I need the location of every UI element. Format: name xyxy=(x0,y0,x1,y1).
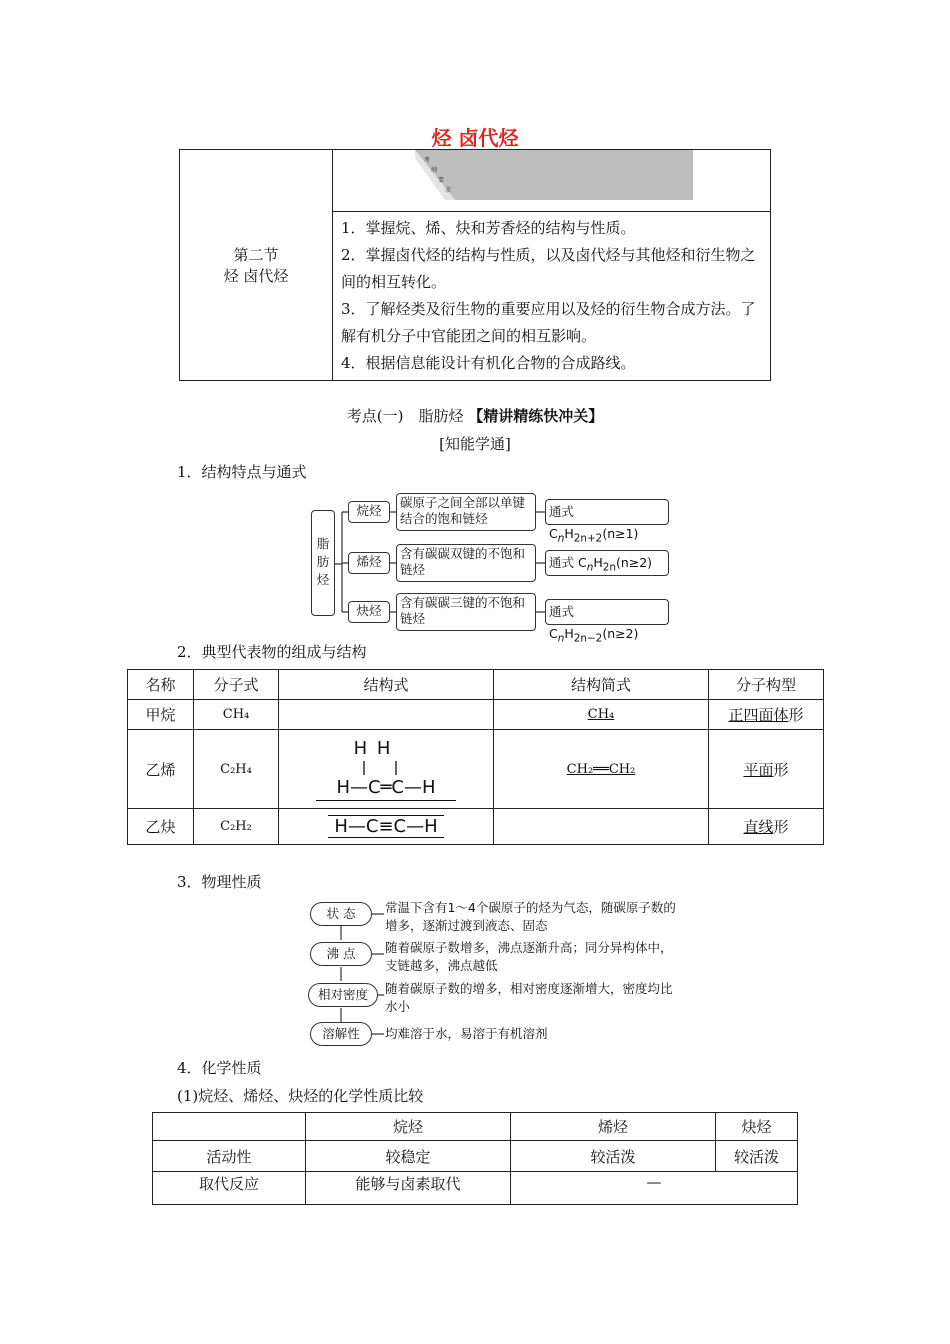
diagram-formula-alkene xyxy=(545,550,669,576)
row-name: 乙炔 xyxy=(128,809,194,845)
table-header: 烯烃 xyxy=(511,1113,716,1141)
table-row xyxy=(128,700,824,730)
acetylene-structure: H—C≡C—H xyxy=(328,815,443,838)
table-header xyxy=(153,1113,306,1141)
diagram-root-char: 烃 xyxy=(316,572,330,587)
row-formula: CH₄ xyxy=(194,700,279,730)
table-header: 分子构型 xyxy=(709,670,824,700)
kaodian-prefix: 考点(一) 脂肪烃 xyxy=(346,407,464,425)
section-name: 烃 卤代烃 xyxy=(223,267,289,285)
formula-prefix: 通式 C xyxy=(549,604,575,641)
section-heading-4: 4．化学性质 xyxy=(177,1059,262,1077)
table-cell: 取代反应 xyxy=(153,1172,306,1205)
diagram-type-alkyne: 炔烃 xyxy=(348,601,390,623)
row-name: 乙烯 xyxy=(128,730,194,809)
zhineng-heading: [知能学通] xyxy=(439,435,511,453)
banner-cell xyxy=(333,150,771,212)
table-cell: 能够与卤素取代 xyxy=(306,1172,511,1205)
row-structure xyxy=(279,730,494,809)
diagram-desc-alkyne: 含有碳碳三键的不饱和链烃 xyxy=(396,593,536,631)
kaodian-bracket: 【精讲精练快冲关】 xyxy=(468,407,604,425)
diagram-desc-alkane: 碳原子之间全部以单键结合的饱和链烃 xyxy=(396,493,536,531)
diagram-formula-alkyne xyxy=(545,599,669,645)
banner-letter: 求 xyxy=(445,187,452,194)
shape-underlined: 平面 xyxy=(743,760,774,779)
property-text-solubility: 均难溶于水，易溶于有机溶剂 xyxy=(385,1026,548,1041)
table-cell: — xyxy=(511,1172,798,1205)
table-header: 烷烃 xyxy=(306,1113,511,1141)
page-title: 烃 卤代烃 xyxy=(431,126,519,150)
representative-table xyxy=(127,669,824,845)
formula-sub: 2n+2 xyxy=(573,532,603,545)
banner-letter: 考 xyxy=(424,157,431,164)
property-text-state: 常温下含有1～4个碳原子的烃为气态，随碳原子数的增多，逐渐过渡到液态、固态 xyxy=(385,900,676,933)
structure-diagram xyxy=(310,490,675,645)
row-structure xyxy=(279,700,494,730)
formula-prefix: 通式 C xyxy=(549,555,587,570)
formula-sub: 2n xyxy=(602,561,616,574)
formula-cond: (n≥1) xyxy=(602,526,639,541)
banner-letter: 要 xyxy=(438,177,445,184)
goal-item: 1．掌握烷、烯、炔和芳香烃的结构与性质。 xyxy=(341,219,636,237)
property-text-boiling: 随着碳原子数增多，沸点逐渐升高；同分异构体中，支链越多，沸点越低 xyxy=(385,940,673,973)
formula-mid: H xyxy=(593,555,603,570)
shape-rest: 形 xyxy=(773,818,789,836)
physical-properties-diagram xyxy=(308,897,688,1052)
formula-mid: H xyxy=(564,626,574,641)
ethylene-top-h: H H xyxy=(353,737,393,759)
formula-mid: H xyxy=(564,526,574,541)
shape-rest: 形 xyxy=(788,706,804,724)
diagram-type-alkene: 烯烃 xyxy=(348,552,390,574)
table-cell: 较活泼 xyxy=(716,1141,798,1172)
formula-sub: n xyxy=(586,561,594,574)
section-heading-3: 3．物理性质 xyxy=(177,873,262,891)
table-header: 炔烃 xyxy=(716,1113,798,1141)
diagram-desc-alkene: 含有碳碳双键的不饱和链烃 xyxy=(396,544,536,582)
row-shape xyxy=(709,700,824,730)
table-row xyxy=(128,809,824,845)
table-header: 分子式 xyxy=(194,670,279,700)
banner-letter: 纲 xyxy=(431,167,438,174)
table-cell: 较稳定 xyxy=(306,1141,511,1172)
property-text-density: 随着碳原子数的增多，相对密度逐渐增大，密度均比水小 xyxy=(385,981,673,1014)
diagram-root-char: 脂 xyxy=(316,536,330,551)
row-shape xyxy=(709,809,824,845)
formula-sub: n xyxy=(557,532,565,545)
goal-item: 3．了解烃类及衍生物的重要应用以及烃的衍生物合成方法。了解有机分子中官能团之间的相互影响。 xyxy=(341,300,756,345)
section-number: 第二节 xyxy=(233,246,279,264)
formula-sub: 2n−2 xyxy=(573,632,603,645)
diagram-root xyxy=(311,510,335,616)
table-row xyxy=(153,1141,798,1172)
shape-rest: 形 xyxy=(773,760,789,779)
shape-underlined: 直线 xyxy=(743,818,774,836)
section-heading-2: 2．典型代表物的组成与结构 xyxy=(177,643,367,661)
kaodian-heading xyxy=(0,405,950,426)
formula-cond: (n≥2) xyxy=(615,555,653,570)
table-row xyxy=(128,730,824,809)
row-formula: C₂H₂ xyxy=(194,809,279,845)
formula-prefix: 通式 C xyxy=(549,504,575,541)
table-header: 名称 xyxy=(128,670,194,700)
shape-underlined: 正四面体 xyxy=(728,706,789,724)
diagram-root-char: 肪 xyxy=(316,554,330,569)
row-simple: CH₄ xyxy=(494,700,709,730)
row-formula: C₂H₄ xyxy=(194,730,279,809)
table-row xyxy=(153,1172,798,1205)
formula-sub: n xyxy=(557,632,565,645)
goal-item: 4．根据信息能设计有机化合物的合成路线。 xyxy=(341,354,636,372)
goal-item: 2．掌握卤代烃的结构与性质，以及卤代烃与其他烃和衍生物之间的相互转化。 xyxy=(341,246,756,291)
banner-graphic xyxy=(415,150,695,202)
chemical-properties-table xyxy=(152,1112,798,1205)
row-simple: CH₂══CH₂ xyxy=(494,730,709,809)
property-label-boiling: 沸 点 xyxy=(310,942,372,966)
goals-cell xyxy=(333,212,771,381)
section-cell xyxy=(180,150,333,381)
property-label-density: 相对密度 xyxy=(308,983,378,1007)
section-heading-1: 1．结构特点与通式 xyxy=(177,463,307,481)
section-heading-4-1: (1)烷烃、烯烃、炔烃的化学性质比较 xyxy=(177,1087,424,1105)
table-header: 结构简式 xyxy=(494,670,709,700)
row-shape xyxy=(709,730,824,809)
table-header: 结构式 xyxy=(279,670,494,700)
table-cell: 较活泼 xyxy=(511,1141,716,1172)
property-label-state: 状 态 xyxy=(310,902,372,926)
ethylene-main-chain: H—C═C—H xyxy=(316,777,456,801)
header-table xyxy=(179,149,771,381)
diagram-type-alkane: 烷烃 xyxy=(348,501,390,523)
row-structure xyxy=(279,809,494,845)
property-label-solubility: 溶解性 xyxy=(310,1022,372,1046)
ethylene-vertical-bonds xyxy=(316,759,456,777)
row-simple xyxy=(494,809,709,845)
row-name: 甲烷 xyxy=(128,700,194,730)
formula-cond: (n≥2) xyxy=(602,626,639,641)
table-cell: 活动性 xyxy=(153,1141,306,1172)
